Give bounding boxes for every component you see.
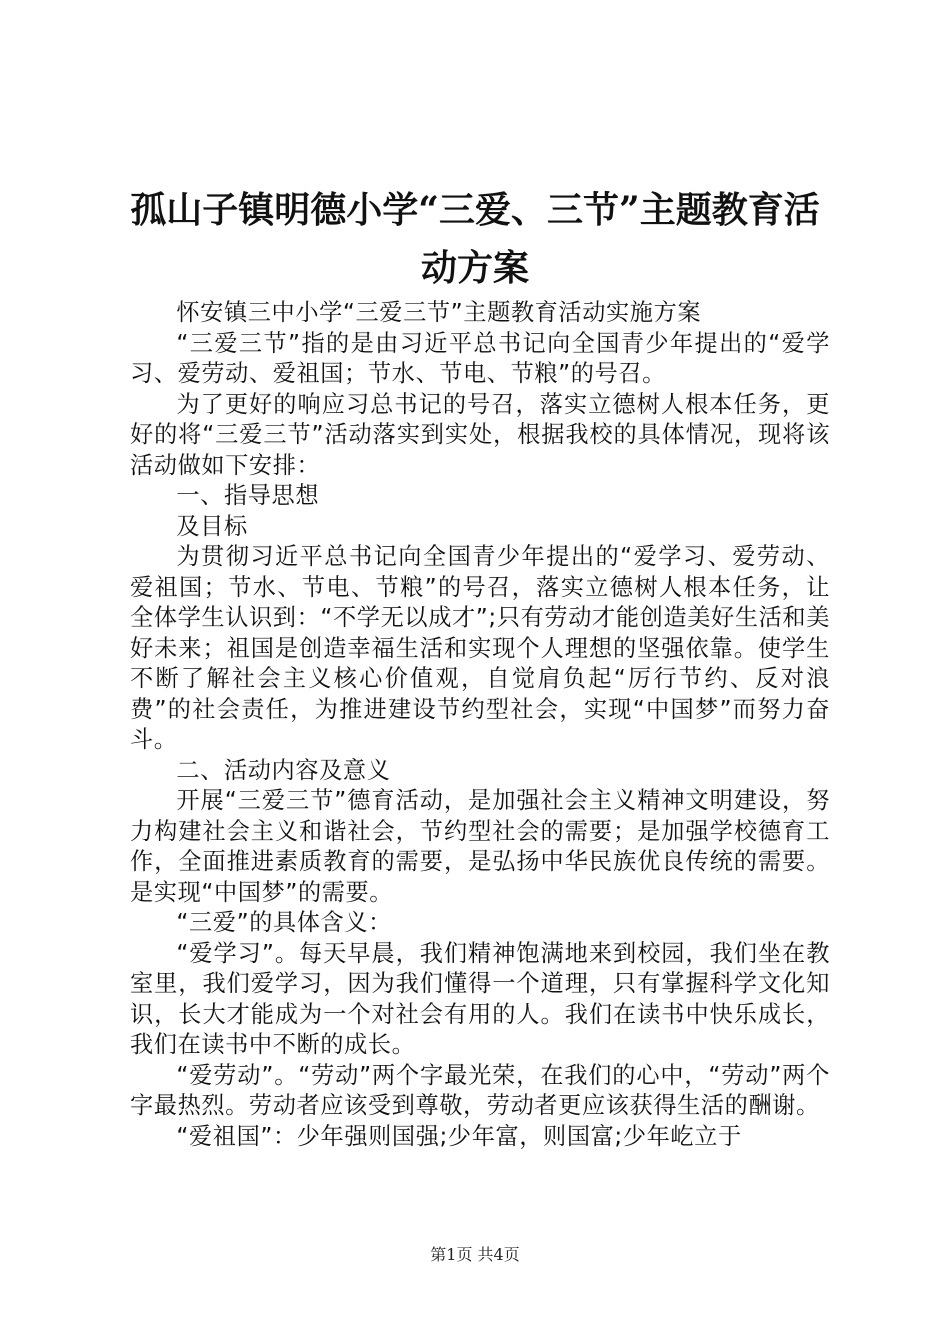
section-heading-continued: 及目标	[176, 512, 248, 540]
paragraph: “三爱三节”指的是由习近平总书记向全国青少年提出的“爱学习、爱劳动、爱祖国；节水、节电、节粮”的号召。	[130, 329, 830, 387]
paragraph: “爱祖国”：少年强则国强;少年富，则国富;少年屹立于	[176, 1122, 742, 1150]
paragraph: “三爱”的具体含义：	[176, 909, 392, 936]
document-body	[130, 298, 830, 1152]
paragraph: 为贯彻习近平总书记向全国青少年提出的“爱学习、爱劳动、爱祖国；节水、节电、节粮”的号召，落实立德树人根本任务，让全体学生认识到：“不学无以成才”;只有劳动才能创造美好生活和美好未来；祖国是创造幸福生活和实现个人理想的坚强依靠。使学生不断了解社会主义核心价值观，自觉肩负起“厉行节约、反对浪费”的社会责任，为推进建设节约型社会，实现“中国梦”而努力奋斗。	[130, 543, 830, 753]
document-title-line-2: 动方案	[420, 247, 529, 289]
paragraph: 开展“三爱三节”德育活动，是加强社会主义精神文明建设，努力构建社会主义和谐社会，节约型社会的需要；是加强学校德育工作，全面推进素质教育的需要，是弘扬中华民族优良传统的需要。是实现“中国梦”的需要。	[130, 787, 830, 906]
section-heading: 二、活动内容及意义	[176, 756, 391, 784]
paragraph: “爱劳动”。“劳动”两个字最光荣，在我们的心中，“劳动”两个字最热烈。劳动者应该受到尊敬，劳动者更应该获得生活的酬谢。	[130, 1061, 830, 1119]
paragraph: “爱学习”。每天早晨，我们精神饱满地来到校园，我们坐在教室里，我们爱学习，因为我们懂得一个道理，只有掌握科学文化知识，长大才能成为一个对社会有用的人。我们在读书中快乐成长，我们在读书中不断的成长。	[130, 939, 830, 1058]
paragraph-subtitle: 怀安镇三中小学“三爱三节”主题教育活动实施方案	[176, 299, 702, 326]
page-footer: 第1页 共4页	[430, 1245, 520, 1264]
document-title-line-1: 孤山子镇明德小学“三爱、三节”主题教育活	[130, 189, 820, 231]
paragraph: 为了更好的响应习总书记的号召，落实立德树人根本任务，更好的将“三爱三节”活动落实到实处，根据我校的具体情况，现将该活动做如下安排：	[130, 390, 830, 479]
section-heading: 一、指导思想	[176, 482, 320, 509]
